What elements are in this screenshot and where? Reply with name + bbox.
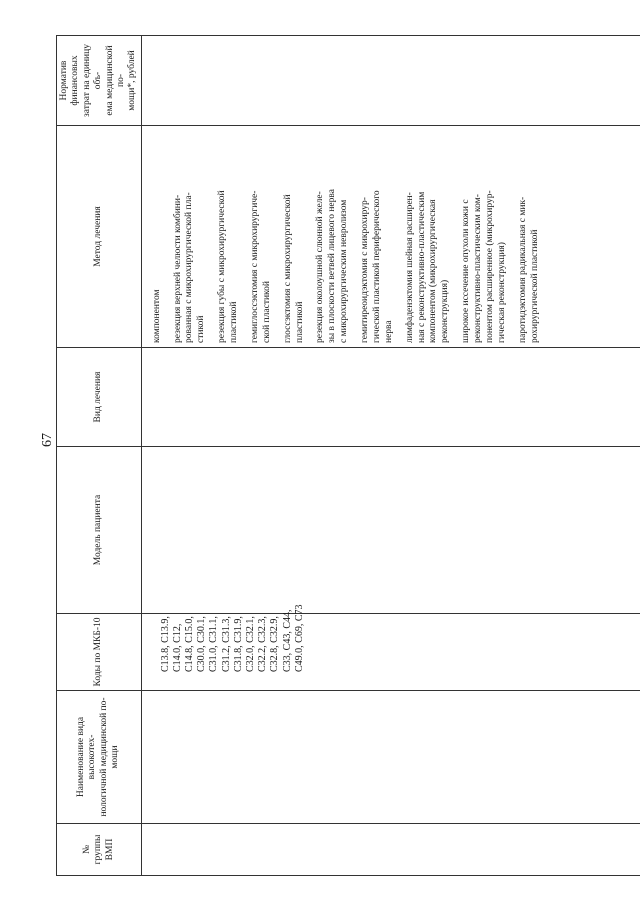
treatment-method-line: резекция околоушной слюнной желе- xyxy=(315,191,326,343)
header-text-line: Наименование вида высокотех- xyxy=(76,716,98,798)
treatment-method-line: гической пластикой периферического xyxy=(371,190,382,343)
treatment-method-line: гическая реконструкция) xyxy=(496,242,507,343)
treatment-method-line: пластикой xyxy=(229,301,240,343)
icd-code-line: C14.8, C15.0, xyxy=(184,616,196,672)
treatment-method-item xyxy=(360,126,396,343)
treatment-method-line: пластикой xyxy=(294,301,305,343)
treatment-method-item xyxy=(315,126,351,343)
icd-code-line: C33, C43, C44, xyxy=(281,609,293,672)
treatment-method-line: лимфаденэктомия шейная расширен- xyxy=(404,192,415,343)
treatment-method-item xyxy=(152,126,164,343)
header-row xyxy=(57,36,142,876)
treatment-method-line: реконструктивно-пластическим ком- xyxy=(473,194,484,343)
header-text-line: № xyxy=(81,844,92,855)
cell-treatment-methods xyxy=(141,126,640,348)
icd-code-line: C14.0, C12, xyxy=(171,623,183,672)
page-number: 67 xyxy=(40,433,55,447)
icd-code-line: C49.0, C69, C73 xyxy=(293,604,305,672)
treatment-method-line: с микрохирургическим невролизом xyxy=(339,199,350,343)
treatment-method-line: паротидэктомия радикальная с мик- xyxy=(517,196,528,343)
header-text-line: мощи xyxy=(110,745,121,769)
treatment-method-item xyxy=(250,126,274,343)
treatment-method-line: широкое иссечение опухоли кожи с xyxy=(461,199,472,343)
header-text-line: ВМП xyxy=(104,838,115,861)
treatment-method-item xyxy=(461,126,509,343)
icd-code-line: C31.2, C31.3, xyxy=(220,616,232,672)
treatment-method-line: зы в плоскости ветвей лицевого нерва xyxy=(327,189,338,343)
icd-code-line: C32.8, C32.9, xyxy=(269,616,281,672)
header-text-line: нологичной медицинской по- xyxy=(98,697,109,817)
treatment-method-item xyxy=(173,126,209,343)
header-text-line: Вид лечения xyxy=(93,371,104,423)
header-group-number xyxy=(57,824,142,876)
cell-patient-model xyxy=(141,447,640,614)
treatment-method-item xyxy=(217,126,241,343)
treatment-method-line: компонентом xyxy=(151,289,162,343)
header-text-line: затрат на единицу объ- xyxy=(81,44,104,117)
treatment-methods-list xyxy=(142,126,542,347)
treatment-method-item xyxy=(283,126,307,343)
treatment-method-line: ная с реконструктивно-пластическим xyxy=(416,191,427,343)
header-text-line: мощи*, рублей xyxy=(127,50,138,111)
treatment-method-line: компонентом (микрохирургическая xyxy=(428,199,439,343)
header-text-line: Метод лечения xyxy=(93,206,104,267)
icd-code-line: C32.0, C32.1, xyxy=(245,616,257,672)
cell-vmp-name xyxy=(141,691,640,824)
treatment-method-item xyxy=(405,126,453,343)
icd-code-line: C13.8, C13.9, xyxy=(159,616,171,672)
header-treatment-method xyxy=(57,126,142,348)
cell-icd-codes xyxy=(141,604,640,691)
treatment-method-line: понентом расширенное (микрохирур- xyxy=(484,190,495,343)
icd-code-line: C31.0, C31.1, xyxy=(208,616,220,672)
treatment-method-line: резекция верхней челюсти комбини- xyxy=(172,194,183,343)
header-treatment-type xyxy=(57,348,142,447)
treatment-method-line: гемитиреоидэктомия с микрохирур- xyxy=(360,197,371,343)
header-text-line: Норматив финансовых xyxy=(59,55,81,106)
treatment-method-line: гемиглоссэктомия с микрохирургиче- xyxy=(249,190,260,343)
treatment-method-line: нерва xyxy=(383,320,394,343)
header-text-line: группы xyxy=(93,834,104,865)
icd-code-line: C31.8, C31.9, xyxy=(232,616,244,672)
vmp-table xyxy=(56,35,640,876)
treatment-method-line: глоссэктомия с микрохирургической xyxy=(282,194,293,343)
header-vmp-name xyxy=(57,691,142,824)
header-text-line: Модель пациента xyxy=(93,494,104,566)
icd-codes-list xyxy=(142,604,306,690)
icd-code-line: C32.2, C32.3, xyxy=(257,616,269,672)
treatment-method-line: резекция губы с микрохирургической xyxy=(217,190,228,343)
treatment-method-line: стикой xyxy=(196,315,207,343)
treatment-method-line: ской пластикой xyxy=(261,280,272,343)
treatment-method-line: реконструкция) xyxy=(440,279,451,343)
treatment-method-line: рохирургической пластикой xyxy=(529,229,540,343)
header-patient-model xyxy=(57,447,142,614)
treatment-method-line: рованная с микрохирургической пла- xyxy=(184,192,195,343)
treatment-method-item xyxy=(518,126,542,343)
cell-treatment-type xyxy=(141,348,640,447)
cell-cost-norm xyxy=(141,36,640,126)
rotated-page xyxy=(56,36,628,876)
header-icd-codes xyxy=(57,614,142,691)
cell-group-number xyxy=(141,824,640,876)
header-cost-norm xyxy=(57,36,142,126)
icd-code-line: C30.0, C30.1, xyxy=(196,616,208,672)
table-row xyxy=(141,36,640,876)
header-text-line: Коды по МКБ-10 xyxy=(93,617,104,687)
header-text-line: ема медицинской по- xyxy=(104,45,126,116)
